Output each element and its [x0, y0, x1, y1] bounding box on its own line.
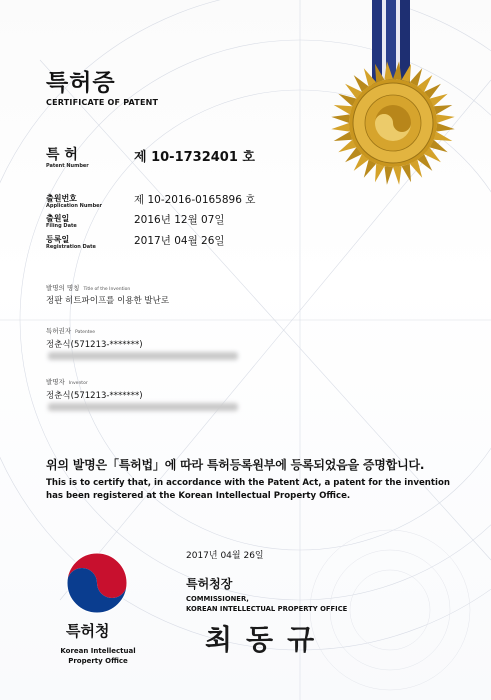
kipo-name-en: Korean Intellectual Property Office — [60, 647, 136, 665]
invention-title: 정판 히트파이프를 이용한 발난로 — [46, 296, 170, 306]
registration-label: 등록일 — [46, 235, 70, 244]
patent-label-en: Patent Number — [46, 163, 89, 169]
filing-label: 출원일 — [46, 214, 70, 223]
invention-label: 발명의 명칭 Title of the Invention — [46, 284, 131, 292]
inventor-value: 정춘식(571213-*******) — [46, 391, 143, 401]
patent-label: 특 허 — [46, 147, 78, 163]
signature: 최동규 — [205, 623, 329, 656]
statement-en: This is to certify that, in accordance with the Patent Act, a patent for the invention has been registered at the Korean Intellectual Property Office. — [46, 478, 450, 501]
filing-date: 2016년 12월 07일 — [134, 214, 225, 226]
patent-number: 제 10-1732401 호 — [134, 150, 255, 165]
certificate-title-en: CERTIFICATE OF PATENT — [46, 98, 159, 107]
registration-date: 2017년 04월 26일 — [134, 235, 225, 247]
kipo-logo-icon — [64, 550, 130, 616]
application-label: 출원번호 — [46, 194, 77, 203]
issue-date: 2017년 04월 26일 — [186, 551, 264, 561]
application-label-en: Application Number — [46, 203, 103, 209]
redacted-address — [48, 352, 238, 360]
patentee-value: 정춘식(571213-*******) — [46, 340, 143, 350]
certificate-title: 특허증 — [46, 70, 116, 96]
commissioner-title-en: COMMISSIONER, KOREAN INTELLECTUAL PROPERTY OFFICE — [186, 595, 348, 613]
patentee-label: 특허권자 Patentee — [46, 327, 96, 335]
filing-label-en: Filing Date — [46, 223, 77, 229]
registration-label-en: Registration Date — [46, 244, 96, 250]
commissioner-title: 특허청장 — [186, 577, 233, 591]
application-number: 제 10-2016-0165896 호 — [134, 194, 256, 206]
inventor-label: 발명자 Inventor — [46, 378, 88, 386]
statement-ko: 위의 발명은「특허법」에 따라 특허등록원부에 등록되었음을 증명합니다. — [46, 458, 425, 472]
kipo-name: 특허청 — [66, 622, 110, 640]
redacted-address — [48, 403, 238, 411]
gold-seal-icon — [330, 60, 456, 186]
